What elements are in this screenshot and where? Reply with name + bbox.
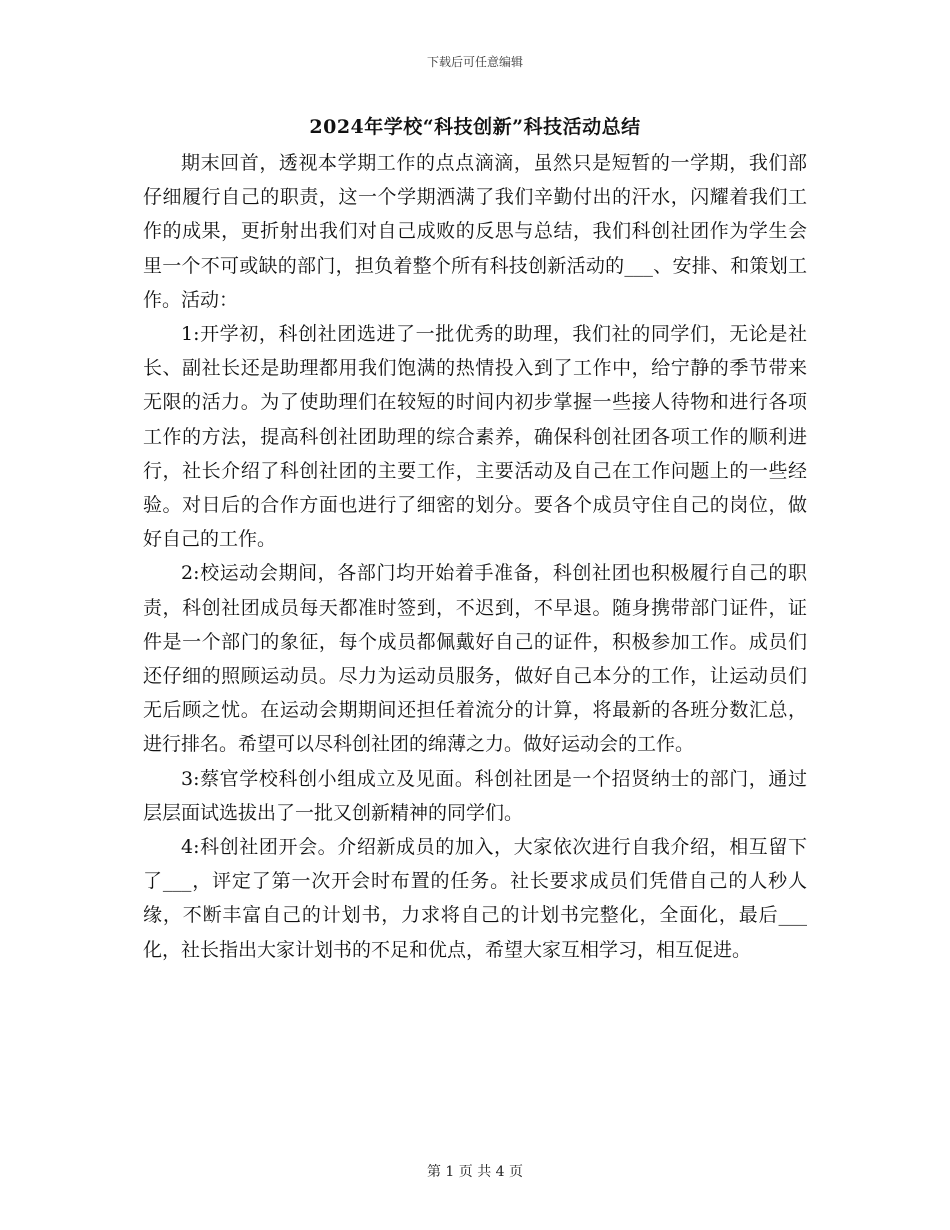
document-body bbox=[143, 146, 807, 967]
page-indicator: 第 1 页 共 4 页 bbox=[426, 1164, 524, 1180]
paragraph-activity-4: 4:科创社团开会。介绍新成员的加入，大家依次进行自我介绍，相互留下了___，评定了第一次开会时布置的任务。社长要求成员们凭借自己的人秒人缘，不断丰富自己的计划书，力求将自己的计划书完整化，全面化，最后___化，社长指出大家计划书的不足和优点，希望大家互相学习，相互促进。 bbox=[143, 836, 807, 961]
header-note: 下载后可任意编辑 bbox=[426, 55, 523, 69]
paragraph-activity-2: 2:校运动会期间，各部门均开始着手准备，科创社团也积极履行自己的职责，科创社团成员每天都准时签到，不迟到，不早退。随身携带部门证件，证件是一个部门的象征，每个成员都佩戴好自己的证件，积极参加工作。成员们还仔细的照顾运动员。尽力为运动员服务，做好自己本分的工作，让运动员们无后顾之忧。在运动会期期间还担任着流分的计算，将最新的各班分数汇总，进行排名。希望可以尽科创社团的绵薄之力。做好运动会的工作。 bbox=[143, 562, 807, 756]
paragraph-activity-3: 3:蔡官学校科创小组成立及见面。科创社团是一个招贤纳士的部门，通过层层面试选拔出了一批又创新精神的同学们。 bbox=[143, 767, 807, 824]
paragraph-intro: 期末回首，透视本学期工作的点点滴滴，虽然只是短暂的一学期，我们部仔细履行自己的职责，这一个学期洒满了我们辛勤付出的汗水，闪耀着我们工作的成果，更折射出我们对自己成败的反思与总结，我们科创社团作为学生会里一个不可或缺的部门，担负着整个所有科技创新活动的___、安排、和策划工作。活动： bbox=[143, 152, 807, 311]
paragraph-activity-1: 1:开学初，科创社团选进了一批优秀的助理，我们社的同学们，无论是社长、副社长还是助理都用我们饱满的热情投入到了工作中，给宁静的季节带来无限的活力。为了使助理们在较短的时间内初步掌握一些接人待物和进行各项工作的方法，提高科创社团助理的综合素养，确保科创社团各项工作的顺利进行，社长介绍了科创社团的主要工作，主要活动及自己在工作问题上的一些经验。对日后的合作方面也进行了细密的划分。要各个成员守住自己的岗位，做好自己的工作。 bbox=[143, 323, 807, 551]
document-title: 2024年学校“科技创新”科技活动总结 bbox=[309, 116, 641, 138]
